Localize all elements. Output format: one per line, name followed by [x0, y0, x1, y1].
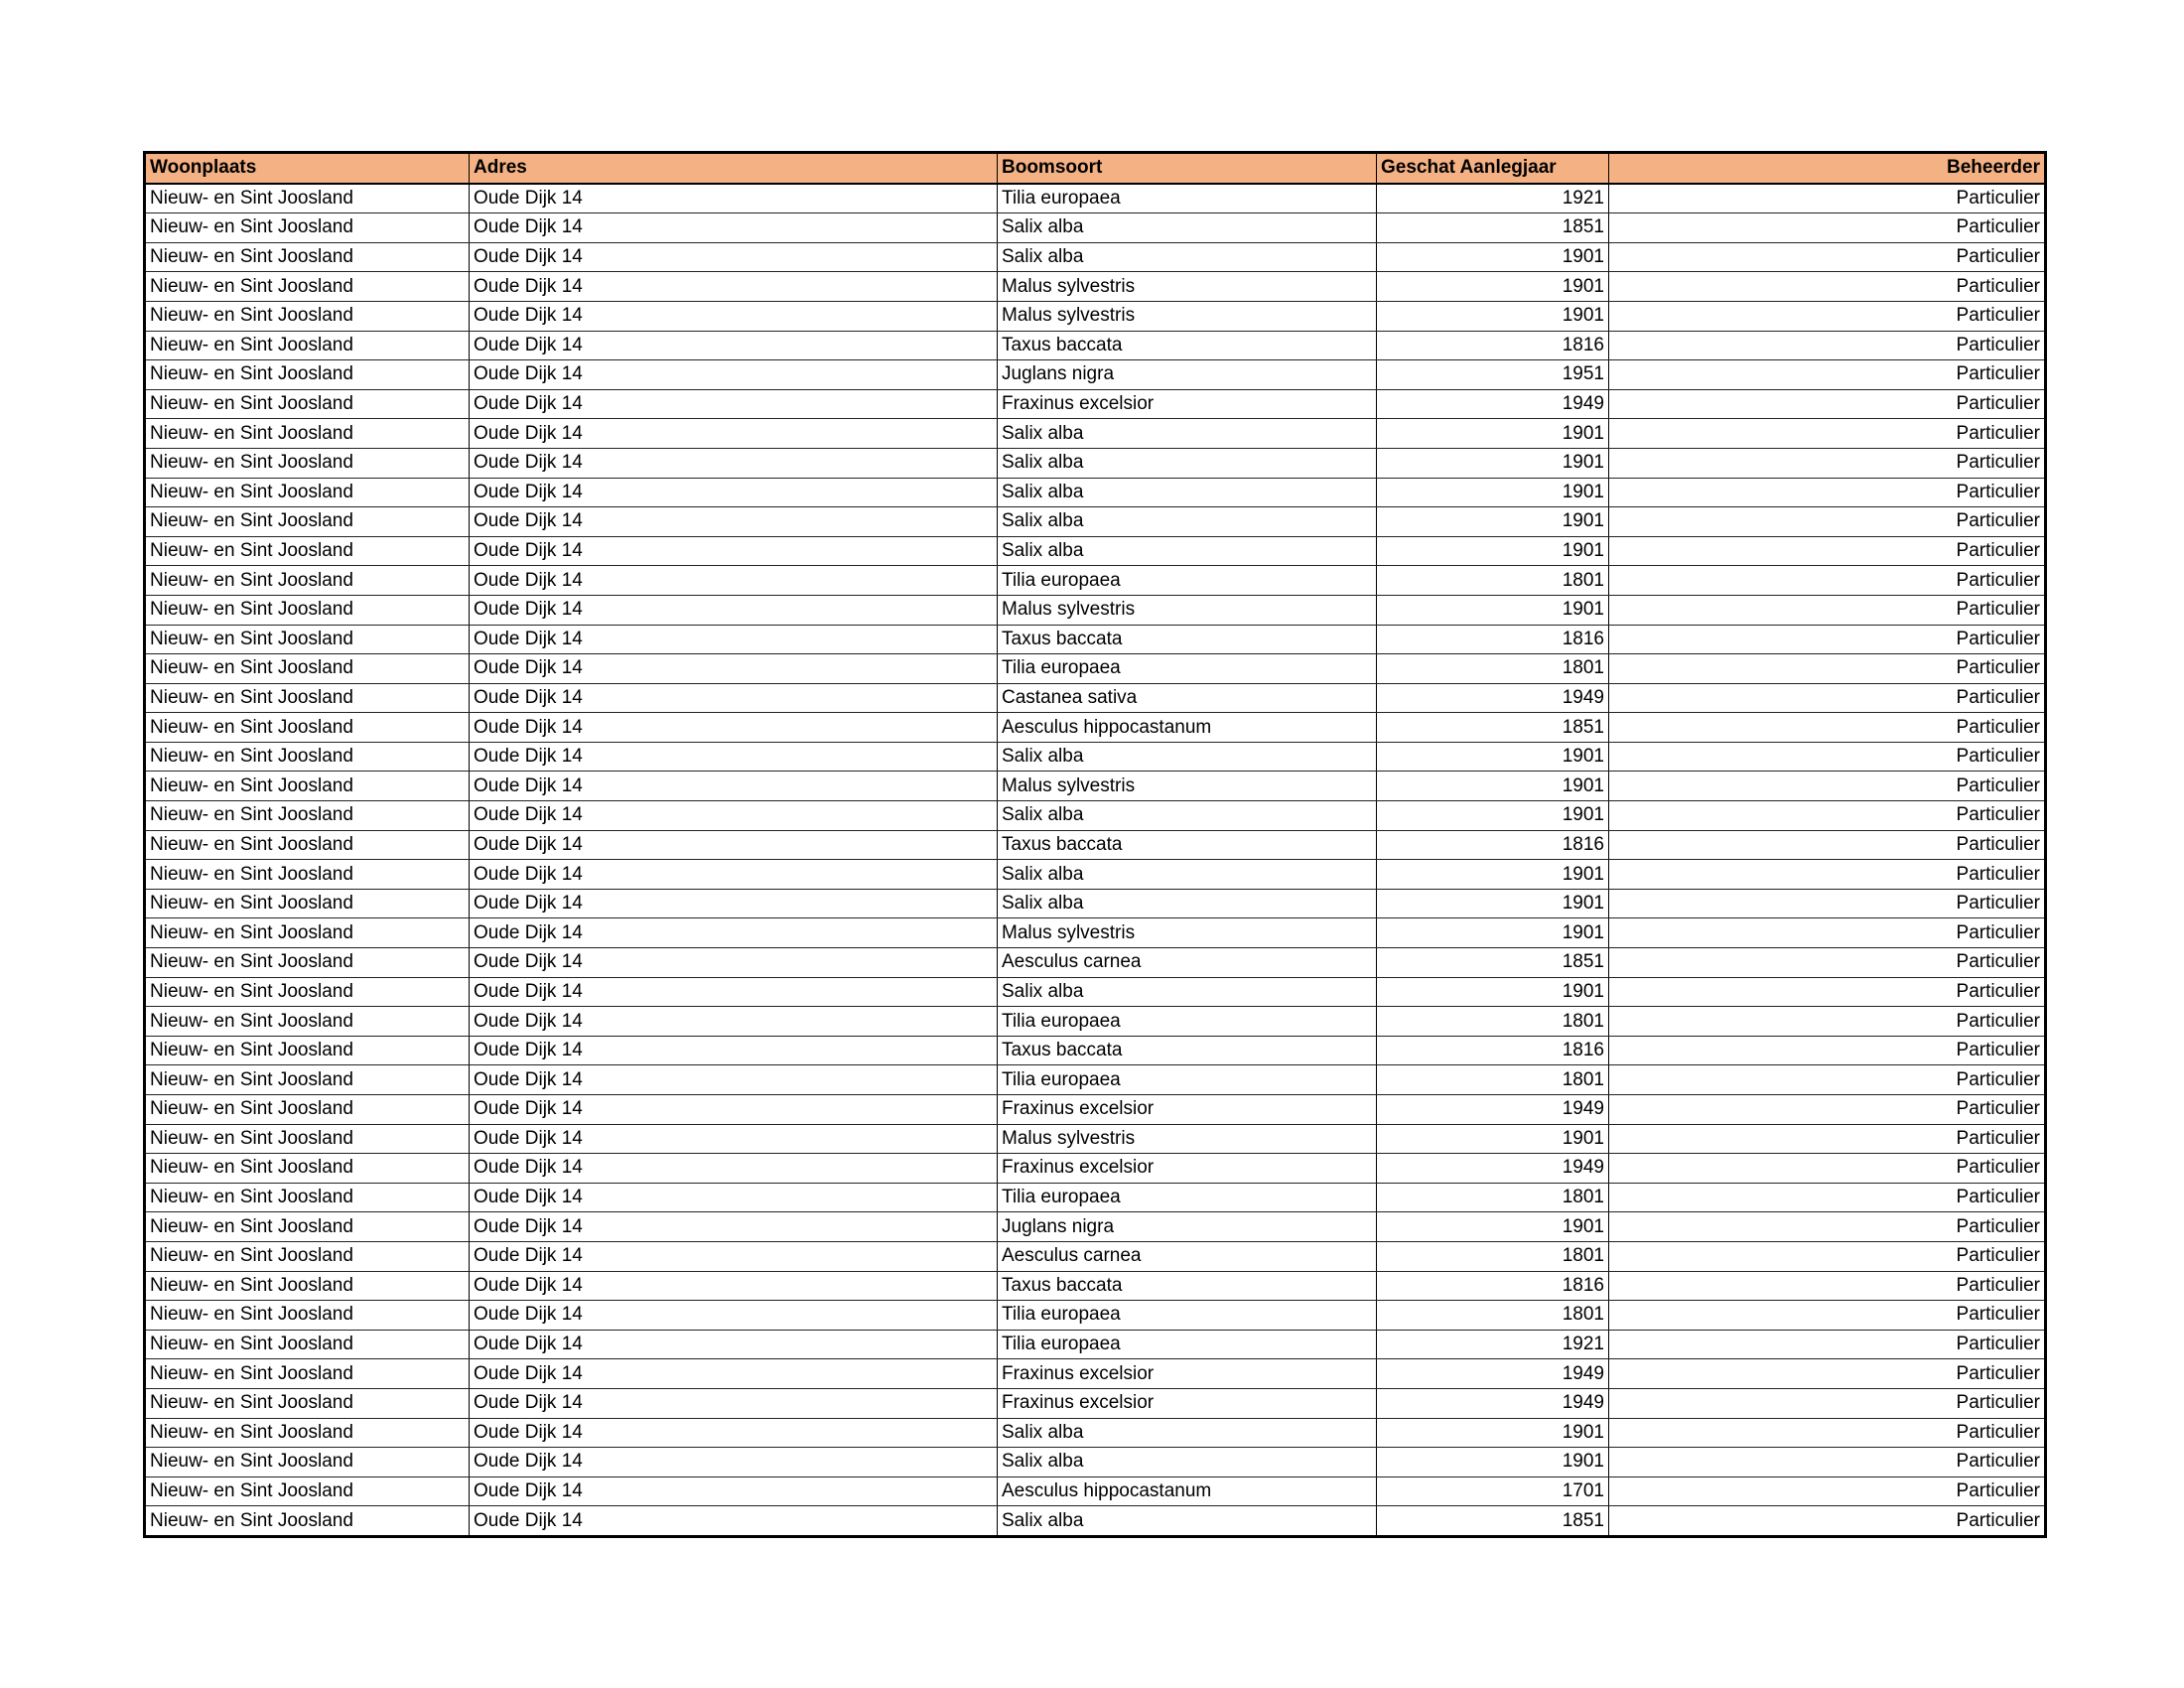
cell-beheerder: Particulier [1609, 1506, 2046, 1537]
table-row [145, 1154, 2046, 1184]
cell-beheerder: Particulier [1609, 595, 2046, 625]
cell-boomsoort: Juglans nigra [998, 1212, 1377, 1242]
table-row [145, 595, 2046, 625]
cell-adres: Oude Dijk 14 [470, 1359, 998, 1389]
cell-woonplaats: Nieuw- en Sint Joosland [145, 242, 470, 272]
cell-aanlegjaar: 1901 [1377, 536, 1609, 566]
cell-boomsoort: Tilia europaea [998, 1183, 1377, 1212]
cell-adres: Oude Dijk 14 [470, 1124, 998, 1154]
cell-beheerder: Particulier [1609, 889, 2046, 918]
table-row [145, 1301, 2046, 1331]
cell-aanlegjaar: 1901 [1377, 1418, 1609, 1448]
cell-woonplaats: Nieuw- en Sint Joosland [145, 977, 470, 1007]
cell-boomsoort: Juglans nigra [998, 360, 1377, 390]
cell-adres: Oude Dijk 14 [470, 1418, 998, 1448]
cell-woonplaats: Nieuw- en Sint Joosland [145, 1183, 470, 1212]
cell-adres: Oude Dijk 14 [470, 331, 998, 360]
cell-boomsoort: Castanea sativa [998, 683, 1377, 713]
cell-beheerder: Particulier [1609, 213, 2046, 243]
cell-beheerder: Particulier [1609, 389, 2046, 419]
table-row [145, 448, 2046, 478]
cell-boomsoort: Salix alba [998, 419, 1377, 449]
cell-aanlegjaar: 1901 [1377, 272, 1609, 302]
cell-aanlegjaar: 1901 [1377, 1448, 1609, 1477]
cell-boomsoort: Salix alba [998, 448, 1377, 478]
cell-adres: Oude Dijk 14 [470, 625, 998, 654]
cell-beheerder: Particulier [1609, 1212, 2046, 1242]
cell-adres: Oude Dijk 14 [470, 1212, 998, 1242]
cell-woonplaats: Nieuw- en Sint Joosland [145, 918, 470, 948]
table-row [145, 272, 2046, 302]
table-row [145, 184, 2046, 213]
cell-adres: Oude Dijk 14 [470, 1154, 998, 1184]
cell-aanlegjaar: 1901 [1377, 242, 1609, 272]
cell-aanlegjaar: 1851 [1377, 713, 1609, 743]
cell-adres: Oude Dijk 14 [470, 242, 998, 272]
cell-boomsoort: Salix alba [998, 801, 1377, 831]
cell-woonplaats: Nieuw- en Sint Joosland [145, 1271, 470, 1301]
cell-woonplaats: Nieuw- en Sint Joosland [145, 478, 470, 507]
cell-adres: Oude Dijk 14 [470, 389, 998, 419]
cell-woonplaats: Nieuw- en Sint Joosland [145, 948, 470, 978]
cell-boomsoort: Malus sylvestris [998, 918, 1377, 948]
cell-beheerder: Particulier [1609, 860, 2046, 890]
table-row [145, 1418, 2046, 1448]
table-row [145, 1271, 2046, 1301]
cell-woonplaats: Nieuw- en Sint Joosland [145, 1095, 470, 1125]
cell-boomsoort: Aesculus hippocastanum [998, 713, 1377, 743]
cell-boomsoort: Tilia europaea [998, 1065, 1377, 1095]
cell-adres: Oude Dijk 14 [470, 478, 998, 507]
cell-aanlegjaar: 1816 [1377, 331, 1609, 360]
cell-boomsoort: Malus sylvestris [998, 1124, 1377, 1154]
cell-aanlegjaar: 1901 [1377, 977, 1609, 1007]
cell-beheerder: Particulier [1609, 625, 2046, 654]
table-row [145, 889, 2046, 918]
cell-adres: Oude Dijk 14 [470, 683, 998, 713]
table-row [145, 1448, 2046, 1477]
cell-aanlegjaar: 1949 [1377, 1095, 1609, 1125]
column-header-beheerder: Beheerder [1609, 153, 2046, 184]
table-row [145, 625, 2046, 654]
cell-boomsoort: Salix alba [998, 1506, 1377, 1537]
cell-beheerder: Particulier [1609, 1477, 2046, 1506]
table-row [145, 742, 2046, 772]
cell-boomsoort: Salix alba [998, 1418, 1377, 1448]
tree-register-table [143, 151, 2047, 1538]
cell-beheerder: Particulier [1609, 654, 2046, 684]
cell-beheerder: Particulier [1609, 918, 2046, 948]
cell-adres: Oude Dijk 14 [470, 1477, 998, 1506]
cell-beheerder: Particulier [1609, 801, 2046, 831]
cell-boomsoort: Malus sylvestris [998, 272, 1377, 302]
cell-woonplaats: Nieuw- en Sint Joosland [145, 713, 470, 743]
table-row [145, 683, 2046, 713]
cell-boomsoort: Tilia europaea [998, 1007, 1377, 1037]
cell-woonplaats: Nieuw- en Sint Joosland [145, 830, 470, 860]
cell-beheerder: Particulier [1609, 713, 2046, 743]
cell-woonplaats: Nieuw- en Sint Joosland [145, 1359, 470, 1389]
table-row [145, 1212, 2046, 1242]
cell-aanlegjaar: 1921 [1377, 1330, 1609, 1359]
cell-aanlegjaar: 1901 [1377, 419, 1609, 449]
cell-aanlegjaar: 1901 [1377, 889, 1609, 918]
cell-aanlegjaar: 1951 [1377, 360, 1609, 390]
cell-beheerder: Particulier [1609, 1007, 2046, 1037]
cell-beheerder: Particulier [1609, 1330, 2046, 1359]
cell-aanlegjaar: 1816 [1377, 625, 1609, 654]
cell-adres: Oude Dijk 14 [470, 1506, 998, 1537]
cell-beheerder: Particulier [1609, 1388, 2046, 1418]
cell-aanlegjaar: 1901 [1377, 595, 1609, 625]
cell-beheerder: Particulier [1609, 331, 2046, 360]
cell-adres: Oude Dijk 14 [470, 213, 998, 243]
cell-woonplaats: Nieuw- en Sint Joosland [145, 1506, 470, 1537]
cell-boomsoort: Malus sylvestris [998, 595, 1377, 625]
table-row [145, 301, 2046, 331]
cell-adres: Oude Dijk 14 [470, 360, 998, 390]
cell-adres: Oude Dijk 14 [470, 419, 998, 449]
table-row [145, 860, 2046, 890]
cell-boomsoort: Tilia europaea [998, 566, 1377, 596]
cell-boomsoort: Salix alba [998, 242, 1377, 272]
cell-adres: Oude Dijk 14 [470, 1065, 998, 1095]
cell-woonplaats: Nieuw- en Sint Joosland [145, 683, 470, 713]
cell-beheerder: Particulier [1609, 272, 2046, 302]
cell-adres: Oude Dijk 14 [470, 1095, 998, 1125]
column-header-aanlegjaar: Geschat Aanlegjaar [1377, 153, 1609, 184]
cell-adres: Oude Dijk 14 [470, 1007, 998, 1037]
cell-beheerder: Particulier [1609, 1301, 2046, 1331]
cell-boomsoort: Salix alba [998, 742, 1377, 772]
cell-adres: Oude Dijk 14 [470, 918, 998, 948]
cell-woonplaats: Nieuw- en Sint Joosland [145, 772, 470, 801]
cell-adres: Oude Dijk 14 [470, 448, 998, 478]
cell-woonplaats: Nieuw- en Sint Joosland [145, 419, 470, 449]
cell-aanlegjaar: 1801 [1377, 1065, 1609, 1095]
cell-woonplaats: Nieuw- en Sint Joosland [145, 1477, 470, 1506]
cell-aanlegjaar: 1851 [1377, 948, 1609, 978]
cell-woonplaats: Nieuw- en Sint Joosland [145, 1065, 470, 1095]
cell-woonplaats: Nieuw- en Sint Joosland [145, 448, 470, 478]
cell-beheerder: Particulier [1609, 184, 2046, 213]
column-header-woonplaats: Woonplaats [145, 153, 470, 184]
cell-aanlegjaar: 1949 [1377, 1388, 1609, 1418]
cell-beheerder: Particulier [1609, 1095, 2046, 1125]
table-row [145, 566, 2046, 596]
cell-woonplaats: Nieuw- en Sint Joosland [145, 1448, 470, 1477]
cell-beheerder: Particulier [1609, 977, 2046, 1007]
cell-aanlegjaar: 1801 [1377, 1301, 1609, 1331]
cell-boomsoort: Taxus baccata [998, 1271, 1377, 1301]
cell-woonplaats: Nieuw- en Sint Joosland [145, 1418, 470, 1448]
cell-boomsoort: Fraxinus excelsior [998, 1095, 1377, 1125]
cell-beheerder: Particulier [1609, 301, 2046, 331]
table-row [145, 1359, 2046, 1389]
table-row [145, 419, 2046, 449]
cell-aanlegjaar: 1901 [1377, 478, 1609, 507]
cell-beheerder: Particulier [1609, 1154, 2046, 1184]
cell-beheerder: Particulier [1609, 1241, 2046, 1271]
cell-boomsoort: Malus sylvestris [998, 772, 1377, 801]
cell-boomsoort: Taxus baccata [998, 625, 1377, 654]
table-row [145, 1183, 2046, 1212]
table-row [145, 478, 2046, 507]
column-header-boomsoort: Boomsoort [998, 153, 1377, 184]
cell-woonplaats: Nieuw- en Sint Joosland [145, 742, 470, 772]
cell-beheerder: Particulier [1609, 1448, 2046, 1477]
cell-woonplaats: Nieuw- en Sint Joosland [145, 184, 470, 213]
cell-boomsoort: Aesculus hippocastanum [998, 1477, 1377, 1506]
cell-boomsoort: Tilia europaea [998, 1330, 1377, 1359]
cell-adres: Oude Dijk 14 [470, 860, 998, 890]
cell-woonplaats: Nieuw- en Sint Joosland [145, 595, 470, 625]
cell-aanlegjaar: 1901 [1377, 772, 1609, 801]
cell-woonplaats: Nieuw- en Sint Joosland [145, 1330, 470, 1359]
cell-woonplaats: Nieuw- en Sint Joosland [145, 507, 470, 537]
header-row [145, 153, 2046, 184]
table-row [145, 830, 2046, 860]
table-row [145, 389, 2046, 419]
cell-adres: Oude Dijk 14 [470, 272, 998, 302]
table-row [145, 507, 2046, 537]
cell-woonplaats: Nieuw- en Sint Joosland [145, 301, 470, 331]
cell-beheerder: Particulier [1609, 830, 2046, 860]
table-row [145, 654, 2046, 684]
cell-beheerder: Particulier [1609, 566, 2046, 596]
column-header-adres: Adres [470, 153, 998, 184]
table-row [145, 1477, 2046, 1506]
cell-aanlegjaar: 1901 [1377, 742, 1609, 772]
cell-aanlegjaar: 1949 [1377, 683, 1609, 713]
cell-adres: Oude Dijk 14 [470, 536, 998, 566]
cell-aanlegjaar: 1816 [1377, 830, 1609, 860]
cell-aanlegjaar: 1901 [1377, 1124, 1609, 1154]
table-row [145, 536, 2046, 566]
cell-adres: Oude Dijk 14 [470, 184, 998, 213]
cell-boomsoort: Salix alba [998, 507, 1377, 537]
cell-beheerder: Particulier [1609, 1418, 2046, 1448]
cell-beheerder: Particulier [1609, 683, 2046, 713]
table-row [145, 1330, 2046, 1359]
cell-boomsoort: Tilia europaea [998, 1301, 1377, 1331]
cell-adres: Oude Dijk 14 [470, 1036, 998, 1065]
cell-boomsoort: Salix alba [998, 478, 1377, 507]
cell-boomsoort: Tilia europaea [998, 654, 1377, 684]
cell-woonplaats: Nieuw- en Sint Joosland [145, 1388, 470, 1418]
cell-aanlegjaar: 1801 [1377, 1241, 1609, 1271]
cell-beheerder: Particulier [1609, 742, 2046, 772]
cell-adres: Oude Dijk 14 [470, 595, 998, 625]
cell-adres: Oude Dijk 14 [470, 948, 998, 978]
cell-beheerder: Particulier [1609, 1271, 2046, 1301]
cell-woonplaats: Nieuw- en Sint Joosland [145, 1241, 470, 1271]
cell-woonplaats: Nieuw- en Sint Joosland [145, 1124, 470, 1154]
cell-woonplaats: Nieuw- en Sint Joosland [145, 1301, 470, 1331]
table-row [145, 977, 2046, 1007]
cell-aanlegjaar: 1851 [1377, 213, 1609, 243]
cell-woonplaats: Nieuw- en Sint Joosland [145, 1154, 470, 1184]
table-header [145, 153, 2046, 184]
cell-adres: Oude Dijk 14 [470, 830, 998, 860]
cell-aanlegjaar: 1949 [1377, 1359, 1609, 1389]
table-row [145, 772, 2046, 801]
cell-adres: Oude Dijk 14 [470, 977, 998, 1007]
cell-adres: Oude Dijk 14 [470, 889, 998, 918]
cell-adres: Oude Dijk 14 [470, 742, 998, 772]
cell-adres: Oude Dijk 14 [470, 301, 998, 331]
table-row [145, 1065, 2046, 1095]
table-row [145, 360, 2046, 390]
cell-adres: Oude Dijk 14 [470, 713, 998, 743]
table-row [145, 918, 2046, 948]
cell-aanlegjaar: 1801 [1377, 654, 1609, 684]
cell-woonplaats: Nieuw- en Sint Joosland [145, 213, 470, 243]
cell-adres: Oude Dijk 14 [470, 1301, 998, 1331]
cell-adres: Oude Dijk 14 [470, 1448, 998, 1477]
table-row [145, 331, 2046, 360]
cell-beheerder: Particulier [1609, 948, 2046, 978]
cell-woonplaats: Nieuw- en Sint Joosland [145, 801, 470, 831]
cell-adres: Oude Dijk 14 [470, 1183, 998, 1212]
cell-boomsoort: Salix alba [998, 889, 1377, 918]
cell-boomsoort: Salix alba [998, 213, 1377, 243]
cell-woonplaats: Nieuw- en Sint Joosland [145, 389, 470, 419]
cell-boomsoort: Salix alba [998, 860, 1377, 890]
cell-aanlegjaar: 1901 [1377, 1212, 1609, 1242]
table-row [145, 1388, 2046, 1418]
cell-woonplaats: Nieuw- en Sint Joosland [145, 331, 470, 360]
cell-boomsoort: Tilia europaea [998, 184, 1377, 213]
cell-aanlegjaar: 1949 [1377, 1154, 1609, 1184]
cell-adres: Oude Dijk 14 [470, 772, 998, 801]
cell-adres: Oude Dijk 14 [470, 1330, 998, 1359]
cell-woonplaats: Nieuw- en Sint Joosland [145, 536, 470, 566]
cell-beheerder: Particulier [1609, 478, 2046, 507]
table-row [145, 1036, 2046, 1065]
cell-boomsoort: Fraxinus excelsior [998, 1154, 1377, 1184]
cell-boomsoort: Aesculus carnea [998, 1241, 1377, 1271]
cell-aanlegjaar: 1801 [1377, 1183, 1609, 1212]
cell-woonplaats: Nieuw- en Sint Joosland [145, 1212, 470, 1242]
cell-boomsoort: Taxus baccata [998, 830, 1377, 860]
cell-adres: Oude Dijk 14 [470, 1271, 998, 1301]
cell-boomsoort: Salix alba [998, 536, 1377, 566]
table-row [145, 948, 2046, 978]
table-row [145, 1007, 2046, 1037]
cell-woonplaats: Nieuw- en Sint Joosland [145, 1036, 470, 1065]
cell-boomsoort: Fraxinus excelsior [998, 1359, 1377, 1389]
cell-beheerder: Particulier [1609, 1359, 2046, 1389]
cell-boomsoort: Aesculus carnea [998, 948, 1377, 978]
cell-boomsoort: Taxus baccata [998, 1036, 1377, 1065]
cell-adres: Oude Dijk 14 [470, 801, 998, 831]
cell-aanlegjaar: 1901 [1377, 801, 1609, 831]
cell-aanlegjaar: 1949 [1377, 389, 1609, 419]
cell-beheerder: Particulier [1609, 360, 2046, 390]
cell-woonplaats: Nieuw- en Sint Joosland [145, 1007, 470, 1037]
table-row [145, 1241, 2046, 1271]
cell-boomsoort: Fraxinus excelsior [998, 389, 1377, 419]
cell-beheerder: Particulier [1609, 448, 2046, 478]
cell-beheerder: Particulier [1609, 419, 2046, 449]
cell-aanlegjaar: 1901 [1377, 860, 1609, 890]
cell-adres: Oude Dijk 14 [470, 566, 998, 596]
cell-woonplaats: Nieuw- en Sint Joosland [145, 566, 470, 596]
cell-woonplaats: Nieuw- en Sint Joosland [145, 654, 470, 684]
cell-beheerder: Particulier [1609, 507, 2046, 537]
cell-beheerder: Particulier [1609, 1183, 2046, 1212]
cell-aanlegjaar: 1801 [1377, 566, 1609, 596]
cell-aanlegjaar: 1921 [1377, 184, 1609, 213]
cell-adres: Oude Dijk 14 [470, 1388, 998, 1418]
cell-boomsoort: Taxus baccata [998, 331, 1377, 360]
cell-aanlegjaar: 1901 [1377, 301, 1609, 331]
cell-aanlegjaar: 1816 [1377, 1271, 1609, 1301]
table-row [145, 1506, 2046, 1537]
cell-woonplaats: Nieuw- en Sint Joosland [145, 889, 470, 918]
cell-beheerder: Particulier [1609, 1065, 2046, 1095]
cell-aanlegjaar: 1901 [1377, 448, 1609, 478]
cell-aanlegjaar: 1701 [1377, 1477, 1609, 1506]
table-row [145, 1124, 2046, 1154]
cell-woonplaats: Nieuw- en Sint Joosland [145, 860, 470, 890]
cell-adres: Oude Dijk 14 [470, 654, 998, 684]
cell-aanlegjaar: 1901 [1377, 507, 1609, 537]
cell-boomsoort: Malus sylvestris [998, 301, 1377, 331]
cell-adres: Oude Dijk 14 [470, 507, 998, 537]
cell-beheerder: Particulier [1609, 1036, 2046, 1065]
table-row [145, 713, 2046, 743]
table-body [145, 184, 2046, 1537]
table-row [145, 213, 2046, 243]
cell-beheerder: Particulier [1609, 536, 2046, 566]
cell-aanlegjaar: 1901 [1377, 918, 1609, 948]
cell-woonplaats: Nieuw- en Sint Joosland [145, 360, 470, 390]
cell-boomsoort: Salix alba [998, 1448, 1377, 1477]
cell-woonplaats: Nieuw- en Sint Joosland [145, 625, 470, 654]
cell-boomsoort: Fraxinus excelsior [998, 1388, 1377, 1418]
cell-boomsoort: Salix alba [998, 977, 1377, 1007]
table-row [145, 242, 2046, 272]
cell-aanlegjaar: 1801 [1377, 1007, 1609, 1037]
table-row [145, 1095, 2046, 1125]
cell-beheerder: Particulier [1609, 242, 2046, 272]
cell-aanlegjaar: 1851 [1377, 1506, 1609, 1537]
cell-aanlegjaar: 1816 [1377, 1036, 1609, 1065]
cell-beheerder: Particulier [1609, 772, 2046, 801]
cell-beheerder: Particulier [1609, 1124, 2046, 1154]
cell-woonplaats: Nieuw- en Sint Joosland [145, 272, 470, 302]
table-row [145, 801, 2046, 831]
cell-adres: Oude Dijk 14 [470, 1241, 998, 1271]
